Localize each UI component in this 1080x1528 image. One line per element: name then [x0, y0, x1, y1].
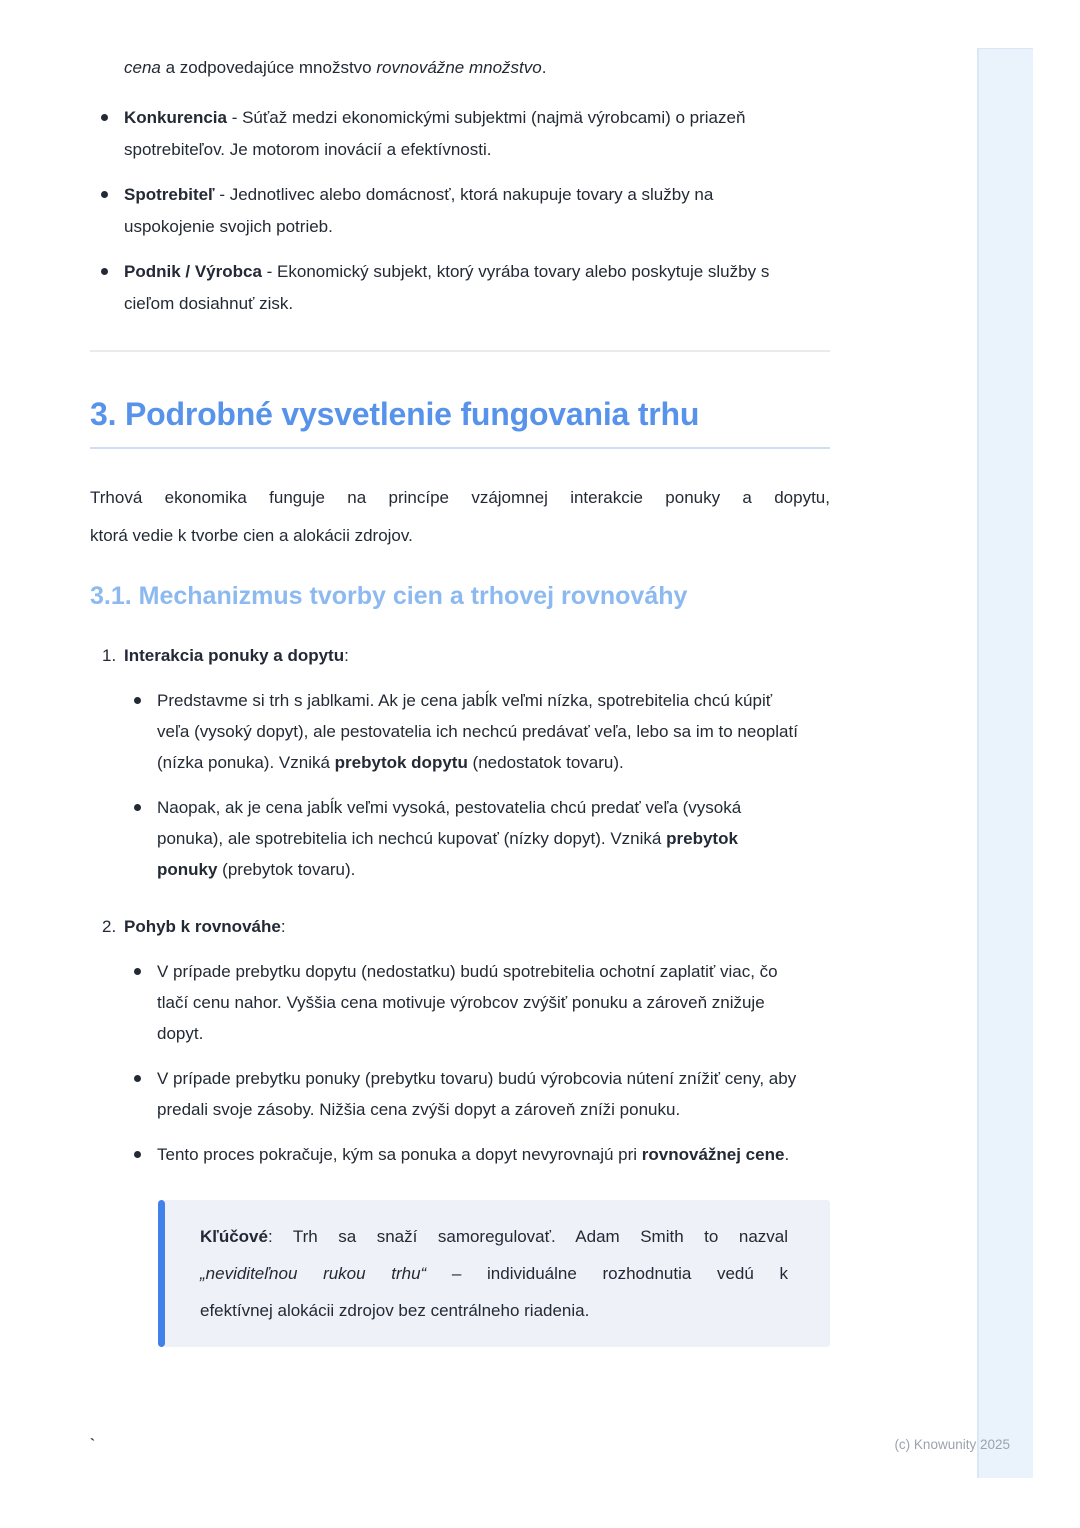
section-heading: 3. Podrobné vysvetlenie fungovania trhu: [90, 396, 700, 432]
sub-bullet-item: [90, 956, 830, 1049]
sub-bullet-item: [90, 792, 830, 885]
callout-body: [165, 1200, 830, 1347]
sub-bullet-text: Tento proces pokračuje, kým sa ponuka a dopyt nevyrovnajú pri rovnovážnej cene.: [157, 1145, 790, 1164]
sub-bullet-text: Naopak, ak je cena jabĺk veľmi vysoká, pestovatelia chcú predať veľa (vysoká ponuka), ale spotrebitelia ich nechcú kupovať (nízky dopyt). Vzniká prebytok ponuky (prebytok tovaru).: [157, 798, 742, 879]
callout-line: efektívnej alokácii zdrojov bez centrálneho riadenia.: [200, 1301, 590, 1320]
sub-bullet-item: [90, 685, 830, 778]
page-side-strip: [977, 48, 1033, 1478]
term-list: [90, 102, 830, 320]
term-list-item: [90, 179, 830, 243]
bullet-icon: [134, 804, 141, 811]
sub-bullet-list: [90, 956, 830, 1170]
sub-bullet-text: Predstavme si trh s jablkami. Ak je cena jabĺk veľmi nízka, spotrebitelia chcú kúpiť veľa (vysoký dopyt), ale pestovatelia ich nechcú predávať veľa, lebo sa im to neoplatí (nízka ponuka). Vzniká prebytok dopytu (nedostatok tovaru).: [157, 691, 798, 772]
numbered-item: [90, 640, 830, 885]
numbered-item-heading: [90, 911, 830, 942]
numbered-item-heading: [90, 640, 830, 671]
mechanism-list: [90, 640, 830, 1170]
heading-underline: [90, 447, 830, 449]
bullet-icon: [101, 268, 108, 275]
sub-bullet-item: [90, 1063, 830, 1125]
section-divider: [90, 350, 830, 352]
section-intro-line: ktorá vedie k tvorbe cien a alokácii zdrojov.: [90, 526, 413, 545]
sub-bullet-text: V prípade prebytku ponuky (prebytku tovaru) budú výrobcovia nútení znížiť ceny, aby predali svoje zásoby. Nižšia cena zvýši dopyt a zároveň zníži ponuku.: [157, 1069, 797, 1119]
numbered-item-title: Pohyb k rovnováhe:: [124, 917, 286, 936]
bullet-icon: [101, 191, 108, 198]
paragraph-continuation: cena a zodpovedajúce množstvo rovnovážne množstvo.: [124, 58, 547, 77]
term-list-item: [90, 102, 830, 166]
list-number: 1.: [102, 646, 117, 665]
callout-line: Kľúčové: Trh sa snaží samoregulovať. Adam Smith to nazval: [200, 1227, 788, 1246]
sub-bullet-item: [90, 1139, 830, 1170]
subsection-heading: 3.1. Mechanizmus tvorby cien a trhovej rovnováhy: [90, 582, 688, 610]
copyright-note: (c) Knowunity 2025: [894, 1437, 1010, 1452]
key-callout: [158, 1200, 830, 1347]
section-intro-paragraph: [90, 479, 830, 555]
term-list-item: [90, 256, 830, 320]
sub-bullet-list: [90, 685, 830, 885]
term-list-item-text: Konkurencia - Súťaž medzi ekonomickými subjektmi (najmä výrobcami) o priazeň spotrebiteľov. Je motorom inovácií a efektívnosti.: [124, 108, 746, 159]
page-content: [90, 0, 830, 1347]
term-list-item-text: Spotrebiteľ - Jednotlivec alebo domácnosť, ktorá nakupuje tovary a služby na uspokojenie svojich potrieb.: [124, 185, 714, 236]
bullet-icon: [134, 1075, 141, 1082]
bullet-icon: [134, 968, 141, 975]
stray-mark: `: [90, 1436, 95, 1453]
bullet-icon: [134, 1151, 141, 1158]
numbered-item-title: Interakcia ponuky a dopytu:: [124, 646, 349, 665]
section-intro-line: Trhová ekonomika funguje na princípe vzájomnej interakcie ponuky a dopytu,: [90, 488, 830, 507]
bullet-icon: [101, 114, 108, 121]
numbered-item: [90, 911, 830, 1170]
callout-line: „neviditeľnou rukou trhu“ – individuálne rozhodnutia vedú k: [200, 1264, 788, 1283]
list-number: 2.: [102, 917, 117, 936]
sub-bullet-text: V prípade prebytku dopytu (nedostatku) budú spotrebitelia ochotní zaplatiť viac, čo tlačí cenu nahor. Vyššia cena motivuje výrobcov zvýšiť ponuku a zároveň znižuje dopyt.: [157, 962, 778, 1043]
term-list-item-text: Podnik / Výrobca - Ekonomický subjekt, ktorý vyrába tovary alebo poskytuje služby s cieľom dosiahnuť zisk.: [124, 262, 770, 313]
callout-accent-bar: [158, 1200, 165, 1347]
bullet-icon: [134, 697, 141, 704]
